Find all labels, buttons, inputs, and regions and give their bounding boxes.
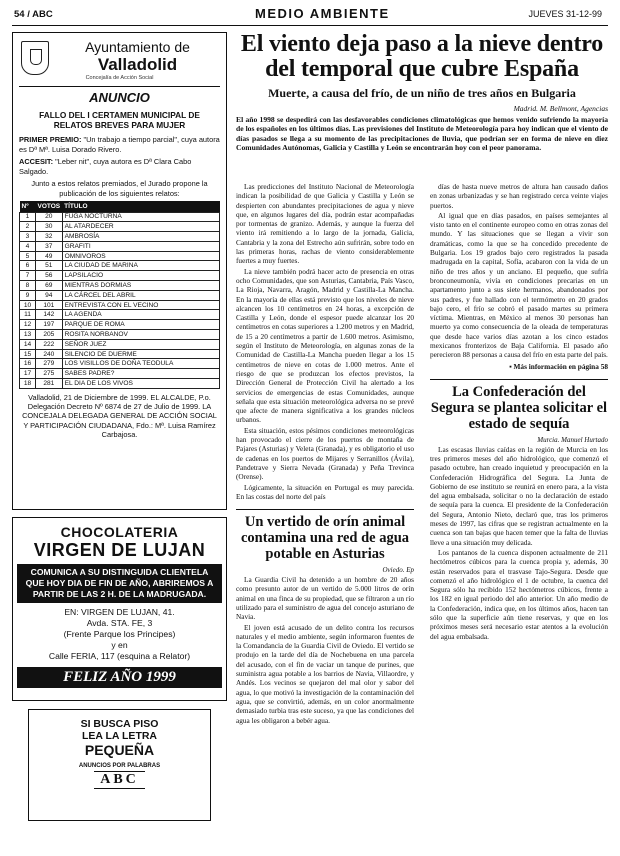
row-number: 14 [20, 339, 36, 349]
row-number: 11 [20, 310, 36, 320]
chocolateria-ad [12, 517, 227, 701]
row-votes: 275 [36, 369, 63, 379]
row-title: LA AGENDA [62, 310, 219, 320]
row-title: AL ATARDECER [62, 222, 219, 232]
choco-address1: EN: VIRGEN DE LUJAN, 41. [64, 607, 175, 617]
col1-paragraph: Las predicciones del Instituto Nacional de Meteorología indican la posibilidad de que Galicia y Castilla y León se despierten con abundantes precipitaciones de agua y nieve que, en algunos lugares del día, podrán estar acompañadas por tormentas de granizo. Además, y aunque la fuerza del viento irá remitiendo a lo largo de la jornada, Galicia, Cantabria y la zona del Estrecho aún sufrirán, sobre todo en las primeras horas, rachas de viento considerablemente fuertes a muy fuertes. [236, 182, 414, 266]
row-votes: 205 [36, 330, 63, 340]
article-column-2 [430, 182, 608, 642]
ad-title-line1: Ayuntamiento de [85, 39, 190, 55]
table-row [20, 300, 220, 310]
row-number: 13 [20, 330, 36, 340]
row-title: LA CIUDAD DE MARINA [62, 261, 219, 271]
ayuntamiento-ad [12, 32, 227, 510]
row-number: 6 [20, 261, 36, 271]
table-row [20, 222, 220, 232]
main-headline: El viento deja paso a la nieve dentro del temporal que cubre España [240, 31, 604, 82]
row-votes: 281 [36, 379, 63, 389]
issue-date: JUEVES 31-12-99 [528, 9, 602, 19]
row-votes: 197 [36, 320, 63, 330]
choco-message: COMUNICA A SU DISTINGUIDA CLIENTELA QUE HOY DIA DE FIN DE AÑO, ABRIREMOS A PARTIR DE LAS 2 H. DE LA MADRUGADA. [17, 564, 222, 603]
table-row [20, 330, 220, 340]
table-row [20, 349, 220, 359]
story2-paragraph: La Guardia Civil ha detenido a un hombre de 20 años como presunto autor de un vertido de 5.000 litros de orín animal en una finca de su propiedad, que se filtraron a un río utilizado para el suministro de agua del concejo asturiano de Navia. [236, 575, 414, 622]
story2-headline: Un vertido de orín animal contamina una red de agua potable en Asturias [240, 514, 410, 563]
table-row [20, 339, 220, 349]
row-votes: 101 [36, 300, 63, 310]
abc-line3: PEQUEÑA [84, 742, 155, 758]
row-number: 4 [20, 241, 36, 251]
row-number: 17 [20, 369, 36, 379]
abc-line4: ANUNCIOS POR PALABRAS [78, 763, 161, 769]
col-header-title: TÍTULO [62, 201, 219, 212]
row-votes: 51 [36, 261, 63, 271]
row-number: 8 [20, 281, 36, 291]
col-header-number: Nº [20, 201, 36, 212]
main-article [236, 32, 608, 152]
row-title: AMBROSÍA [62, 232, 219, 242]
table-row [20, 271, 220, 281]
advertisement-column [12, 32, 227, 821]
row-votes: 240 [36, 349, 63, 359]
row-title: OMNIVOROS [62, 251, 219, 261]
main-deck: Muerte, a causa del frío, de un niño de tres años en Bulgaria [268, 86, 576, 100]
row-number: 10 [20, 300, 36, 310]
abc-logo: ABC [94, 771, 145, 789]
table-row [20, 369, 220, 379]
table-row [20, 379, 220, 389]
table-row [20, 310, 220, 320]
story3-paragraph: Los pantanos de la cuenca disponen actualmente de 211 hectómetros cúbicos para la cuenca propia y, además, 30 están reservados para el trasvase Tajo-Segura. Desde que comenzó el año hidrológico el 1 de octubre, la cuenca del Segura sólo ha recibido 152 hectómetros cúbicos, frente a los 182 en igual periodo del año anterior. Un año medio de la Confederación, indica que, en los últimos años, hacen tan sólo que la superficie aún tiene reservas, y que en los próximos meses será necesario estar atentos a la evolución del agua embalsada. [430, 547, 608, 641]
main-byline: Madrid. M. Bellmont, Agencias [513, 104, 608, 113]
row-votes: 30 [36, 222, 63, 232]
row-title: LAPSILACIO [62, 271, 219, 281]
page-header [12, 6, 608, 26]
row-number: 1 [20, 212, 36, 222]
story3-dateline: Murcia. Manuel Hurtado [537, 435, 608, 444]
story3-headline: La Confederación del Segura se plantea solicitar el estado de sequía [430, 383, 608, 432]
ad-title-line2: Valladolid [97, 55, 178, 74]
row-title: LOS VISILLOS DE DOÑA TEODULA [62, 359, 219, 369]
abc-classifieds-ad [28, 709, 211, 821]
article-column-1 [236, 182, 414, 726]
table-row [20, 359, 220, 369]
row-title: SILENCIO DE DUERME [62, 349, 219, 359]
row-title: EL DIA DE LOS VIVOS [62, 379, 219, 389]
row-number: 7 [20, 271, 36, 281]
row-number: 5 [20, 251, 36, 261]
table-row [20, 281, 220, 291]
ad-department: Concejalía de Acción Social [85, 75, 154, 81]
row-votes: 32 [36, 232, 63, 242]
story2-paragraph: El joven está acusado de un delito contra los recursos naturales y el medio ambiente, según informaron fuentes de la Comandancia de la Guardia Civil de Oviedo. El vertido se produjo en la tarde del día de Nochebuena en una parcela del acusado, con el fin de vaciar un tanque de purines, que suministra agua potable a los barrios de Navia, Villaordre, y Andés. Los vecinos se quejaron del mal olor y sabor del agua, lo que motivó la investigación de la contaminación del agua, que se convirtió, además, en un color anormalmente demasiado turbia tras este suceso, ya que las condiciones del agua les obligaron a bebér agua. [236, 622, 414, 725]
story-orin [236, 509, 414, 725]
row-votes: 279 [36, 359, 63, 369]
row-title: ROSITA NORBANOV [62, 330, 219, 340]
row-title: LA CÁRCEL DEL ABRIL [62, 290, 219, 300]
coat-of-arms-icon [21, 41, 49, 75]
main-lead: El año 1998 se despedirá con las desfavorables condiciones climatológicas que hemos venido sufriendo la mayoría de los españoles en los últimos días. Las previsiones del Instituto de Meteorología para hoy indican que el viento de días pasados se llega a su momento de las precipitaciones de lluvia, que podrían ser en forma de nieve en diez Comunidades Autónomas, Galicia y Castilla y León se encontrarán hoy con el peor panorama. [236, 115, 608, 152]
row-title: ENTREVISTA CON EL VECINO [62, 300, 219, 310]
table-row [20, 241, 220, 251]
signature-block: Valladolid, 21 de Diciembre de 1999. EL ALCALDE, P.o. Delegación Decreto Nº 6874 de 27 de Julio de 1999. LA CONCEJALA DELEGADA GENERAL DE ACCIÓN SOCIAL Y PARTICIPACIÓN CIUDADANA, Fdo.: Mª. Luisa Ramírez Carbajosa. [22, 392, 217, 440]
row-title: FUGA NOCTURNA [62, 212, 219, 222]
choco-greeting: FELIZ AÑO 1999 [17, 667, 222, 688]
col2-paragraph: Al igual que en días pasados, en países semejantes al visto tanto en el continente europeo como en otras zonas del mundo. Y las situaciones que se llegan a vivir son dramáticas, como la que se ha concedido precedente de Bulgaria. Los 19 grados bajo cero registrados la pasada madrugada en la capital, Sofía, acabaron con la vida de un niño de tres años y un anciano. El pequeño, que sufría bronconeumonía, vivía en condiciones precarias en un apartamento junto a sus siete hermanos, abandonados por sus padres, y fue hallado con el termómetro en 20 grados bajo cero, el frío se cobró el pasado martes su primera víctima. Mientras, en México al menos 30 personas han muerto ya como consecuencia de la oleada de temperaturas que desde hace varios días azotan a los cinco estados mexicanos fronterizos de Baja California. El pasado año perecieron 88 personas a causa del frío en esta parte del país. [430, 210, 608, 360]
page-number: 54 / ABC [14, 9, 53, 20]
row-number: 18 [20, 379, 36, 389]
more-info-reference: ▪ Más información en página 58 [509, 361, 608, 371]
row-title: SEÑOR JUEZ [62, 339, 219, 349]
abc-line2: LEA LA LETRA [81, 730, 158, 742]
col1-paragraph: Esta situación, estos pésimos condiciones meteorológicas han provocado el cierre de los puertos de montaña de Pajares (Asturias) y Veleta (Granada), y es obligatorio el uso de cadenas en los puertos de Mijares y Serranillos (Ávila), Pandetrave y Sierra Nevada (Granada) y Peña Trevinca (Orense). [236, 425, 414, 482]
story-segura [430, 379, 608, 641]
row-votes: 69 [36, 281, 63, 291]
row-number: 3 [20, 232, 36, 242]
row-number: 15 [20, 349, 36, 359]
choco-address3: (Frente Parque los Principes) [63, 629, 176, 639]
row-votes: 94 [36, 290, 63, 300]
row-votes: 56 [36, 271, 63, 281]
jury-text: Junto a estos relatos premiados, el Jurado propone la publicación de los siguientes relatos: [31, 179, 208, 198]
choco-title2: VIRGEN DE LUJAN [33, 540, 206, 560]
row-number: 9 [20, 290, 36, 300]
row-title: PARQUE DE ROMA [62, 320, 219, 330]
row-title: GRAFITI [62, 241, 219, 251]
row-votes: 49 [36, 251, 63, 261]
row-votes: 222 [36, 339, 63, 349]
results-table [19, 201, 220, 389]
choco-title1: CHOCOLATERIA [60, 524, 179, 540]
abc-line1: SI BUSCA PISO [80, 718, 159, 730]
choco-address4: y en [111, 640, 128, 650]
col2-paragraph: días de hasta nueve metros de altura han causado daños en zonas urbanizadas y se han registrado cerca veinte viajes puertos. [430, 182, 608, 210]
table-row [20, 261, 220, 271]
row-title: MIENTRAS DORMIAS [62, 281, 219, 291]
row-number: 16 [20, 359, 36, 369]
choco-address2: Avda. STA. FE, 3 [86, 618, 153, 628]
col1-paragraph: Lógicamente, la situación en Portugal es muy parecida. En las costas del norte del país [236, 482, 414, 501]
choco-address5: Calle FERIA, 117 (esquina a Relator) [48, 651, 191, 661]
story3-paragraph: Las escasas lluvias caídas en la región de Murcia en los tres primeros meses del año hidrológico, que comenzó el pasado octubre, han creado inquietud y preocupación en la Confederación Hidrográfica del Segura. La Junta de Gobierno de ese instituto se reunirá en enero para, a la vista del agua embalsada, solicitar o no la declaración de estado de sequía para la cuenca. El presidente de la Confederación del Segura, Antonio Nieto, declaró que, tras los primeros meses de 1997, las cifras que se registran actualmente en la cuenca son tan bajas que hacen temer que la falta de lluvias lleve a una situación muy delicada. [430, 444, 608, 547]
row-number: 2 [20, 222, 36, 232]
contest-title: FALLO DEL I CERTAMEN MUNICIPAL DE RELATOS BREVES PARA MUJER [39, 110, 200, 130]
row-number: 12 [20, 320, 36, 330]
table-row [20, 232, 220, 242]
section-title: MEDIO AMBIENTE [255, 6, 390, 21]
table-row [20, 290, 220, 300]
col1-paragraph: La nieve también podrá hacer acto de presencia en otras ocho Comunidades, que son Asturias, Cantabria, País Vasco, La Rioja, Navarra, Aragón, Madrid y Castilla-La Mancha. En la mayoría de ellas está previsto que los niveles de nieve alcancen los 10 centímetros en 24 horas, a excepción de Castilla y León, donde el espesor puede alcanzar los 20 centímetros en cotas superiores a 1.200 metros y en Madrid, de 15 a 20 centímetros a partir de 1.600 metros. Asimismo, según el Instituto de Meteorología, en algunas zonas de la Comunidad de Castilla-La Mancha pueden llegar a los 15 centímetros de nieve en cotas de 1.000 metros. Ante el riesgo de que se produzcan los efectos previstos, la Dirección General de Protección Civil ha alertado a los servicios de emergencias de estas Comunidades, aunque señala que esta situación meteorológica adversa no se prevé que afecte de manera significativa a los grandes núcleos urbanos. [236, 266, 414, 425]
story2-dateline: Oviedo. Ep [382, 566, 414, 575]
col-header-votes: VOTOS [36, 201, 63, 212]
row-title: SABES PADRE? [62, 369, 219, 379]
table-row [20, 212, 220, 222]
accesit: ACCESIT: "Leber nit", cuya autora es Dª Clara Cabo Salgado. [19, 157, 192, 176]
row-votes: 37 [36, 241, 63, 251]
first-prize: PRIMER PREMIO: "Un trabajo a tiempo parcial", cuya autora es Dª Mª. Luisa Dorado Rivero. [19, 135, 220, 154]
table-row [20, 320, 220, 330]
table-row [20, 251, 220, 261]
row-votes: 142 [36, 310, 63, 320]
anuncio-title: ANUNCIO [89, 90, 150, 105]
row-votes: 20 [36, 212, 63, 222]
